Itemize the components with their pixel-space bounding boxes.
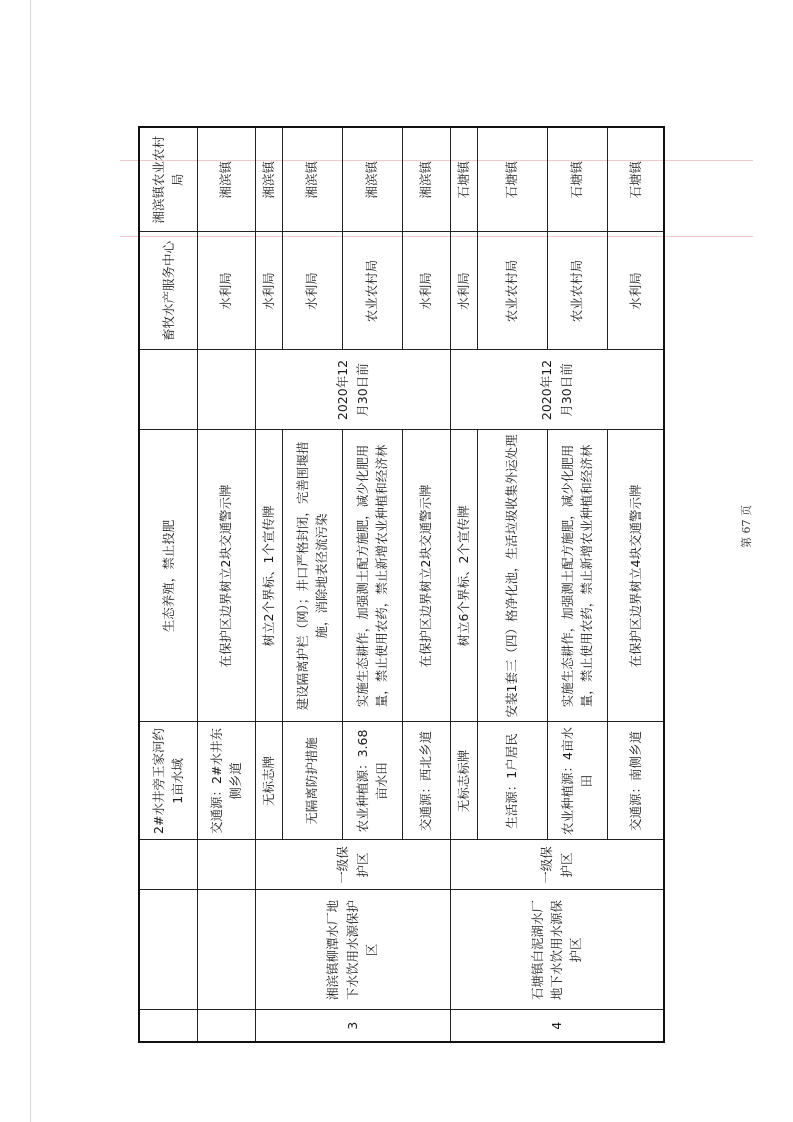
table-row <box>450 127 477 1042</box>
table-row <box>139 127 197 1042</box>
responsible-dept-cell: 水利局 <box>197 232 255 350</box>
area-name-cell <box>197 890 255 1010</box>
responsible-town-cell: 湘滨镇 <box>342 127 402 232</box>
area-name-cell <box>139 890 197 1010</box>
responsible-dept-cell: 水利局 <box>607 232 664 350</box>
measure-cell: 生态养殖，禁止投肥 <box>139 430 197 722</box>
responsible-dept-cell: 农业农村局 <box>342 232 402 350</box>
level-cell <box>139 840 197 890</box>
measure-cell: 实施生态耕作，加强测土配方施肥，减少化肥用量，禁止使用农药，禁止新增农业种植和经济林 <box>547 430 607 722</box>
responsible-town-cell: 石塘镇 <box>477 127 547 232</box>
responsible-town-cell: 石塘镇 <box>547 127 607 232</box>
deadline-cell <box>139 350 197 430</box>
responsible-town-cell: 湘滨镇 <box>197 127 255 232</box>
number-cell: 4 <box>450 1010 664 1042</box>
pollution-source-cell: 无隔离防护措施 <box>282 722 342 840</box>
pollution-source-cell: 交通源：西北乡道 <box>402 722 450 840</box>
deadline-cell: 2020年12月30日前 <box>255 350 450 430</box>
responsible-town-cell: 石塘镇 <box>607 127 664 232</box>
responsible-town-cell: 湘滨镇农业农村局 <box>139 127 197 232</box>
rotated-table-wrapper <box>138 128 663 1043</box>
responsible-dept-cell: 农业农村局 <box>547 232 607 350</box>
measure-cell: 安装1套三（四）格净化池，生活垃圾收集外运处理 <box>477 430 547 722</box>
measure-cell: 实施生态耕作，加强测土配方施肥，减少化肥用量，禁止使用农药，禁止新增农业种植和经济林 <box>342 430 402 722</box>
level-cell: 一级保护区 <box>450 840 664 890</box>
pollution-source-cell: 农业种植源：4亩水田 <box>547 722 607 840</box>
number-cell <box>139 1010 197 1042</box>
area-name-cell: 湘滨镇柳潭水厂地下水饮用水源保护区 <box>255 890 450 1010</box>
measure-cell: 在保护区边界树立4块交通警示牌 <box>607 430 664 722</box>
deadline-cell: 2020年12月30日前 <box>450 350 664 430</box>
table-row <box>197 127 255 1042</box>
area-name-cell: 石塘镇白泥湖水厂地下水饮用水源保护区 <box>450 890 664 1010</box>
responsible-dept-cell: 水利局 <box>255 232 282 350</box>
measure-cell: 在保护区边界树立2块交通警示牌 <box>197 430 255 722</box>
pollution-source-cell: 2#水井旁王家河约1亩水域 <box>139 722 197 840</box>
level-cell: 一级保护区 <box>255 840 450 890</box>
responsible-town-cell: 湘滨镇 <box>402 127 450 232</box>
page-number: 第 67 页 <box>740 505 753 548</box>
responsible-dept-cell: 水利局 <box>450 232 477 350</box>
measure-cell: 建设隔离护栏（网）；井口严格封闭，完善围堰措施，消除地表径流污染 <box>282 430 342 722</box>
responsible-town-cell: 湘滨镇 <box>255 127 282 232</box>
table-row <box>255 127 282 1042</box>
deadline-cell <box>197 350 255 430</box>
pollution-source-cell: 交通源：2#水井东侧乡道 <box>197 722 255 840</box>
level-cell <box>197 840 255 890</box>
measure-cell: 在保护区边界树立2块交通警示牌 <box>402 430 450 722</box>
responsible-town-cell: 湘滨镇 <box>282 127 342 232</box>
number-cell: 3 <box>255 1010 450 1042</box>
measure-cell: 树立2个界标、1个宣传牌 <box>255 430 282 722</box>
responsible-dept-cell: 水利局 <box>282 232 342 350</box>
scan-binding-edge <box>8 0 31 1122</box>
number-cell <box>197 1010 255 1042</box>
measure-cell: 树立6个界标、2个宣传牌 <box>450 430 477 722</box>
pollution-source-cell: 农业种植源：3.68亩水田 <box>342 722 402 840</box>
pollution-source-cell: 无标志标牌 <box>450 722 477 840</box>
pollution-source-cell: 交通源：南侧乡道 <box>607 722 664 840</box>
remediation-table <box>138 126 665 1043</box>
responsible-dept-cell: 水利局 <box>402 232 450 350</box>
pollution-source-cell: 生活源：1户居民 <box>477 722 547 840</box>
pollution-source-cell: 无标志牌 <box>255 722 282 840</box>
responsible-town-cell: 石塘镇 <box>450 127 477 232</box>
responsible-dept-cell: 畜牧水产服务中心 <box>139 232 197 350</box>
responsible-dept-cell: 农业农村局 <box>477 232 547 350</box>
